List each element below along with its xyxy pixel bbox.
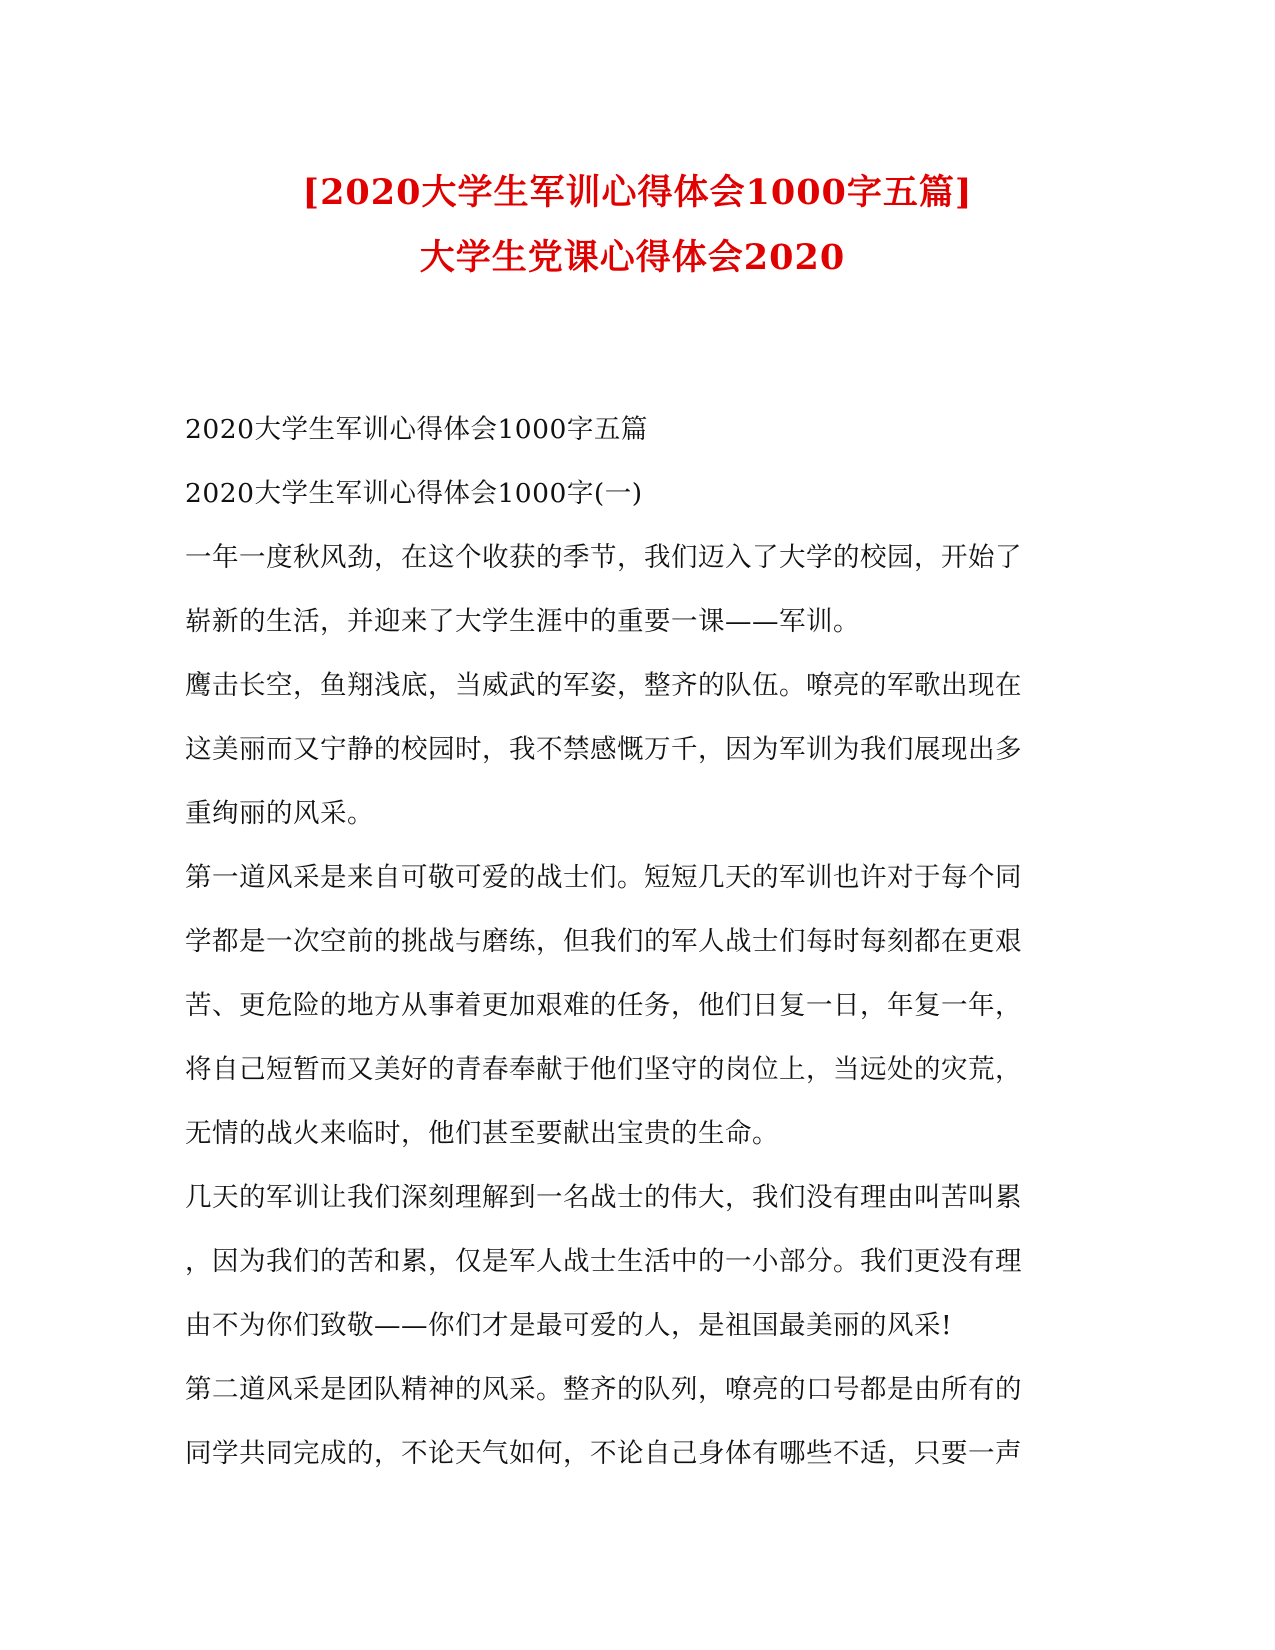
- body-line: 几天的军训让我们深刻理解到一名战士的伟大，我们没有理由叫苦叫累: [185, 1182, 1022, 1213]
- subsection-heading: 2020大学生军训心得体会1000字(一): [185, 478, 643, 509]
- body-line: 崭新的生活，并迎来了大学生涯中的重要一课——军训。: [185, 606, 860, 637]
- title-line-1: [2020大学生军训心得体会1000字五篇]: [302, 172, 973, 213]
- body-line: 同学共同完成的，不论天气如何，不论自己身体有哪些不适，只要一声: [185, 1438, 1022, 1469]
- body-line: 由不为你们致敬——你们才是最可爱的人，是祖国最美丽的风采!: [185, 1310, 953, 1341]
- title-line-2: 大学生党课心得体会2020: [419, 237, 846, 278]
- body-line: 鹰击长空，鱼翔浅底，当威武的军姿，整齐的队伍。嘹亮的军歌出现在: [185, 670, 1022, 701]
- document-title: [0, 160, 1275, 290]
- body-line: 无情的战火来临时，他们甚至要献出宝贵的生命。: [185, 1118, 779, 1149]
- section-heading: 2020大学生军训心得体会1000字五篇: [185, 414, 648, 445]
- body-line: 第一道风采是来自可敬可爱的战士们。短短几天的军训也许对于每个同: [185, 862, 1022, 893]
- body-line: 一年一度秋风劲，在这个收获的季节，我们迈入了大学的校园，开始了: [185, 542, 1022, 573]
- document-body: [185, 398, 1085, 1486]
- body-line: 苦、更危险的地方从事着更加艰难的任务，他们日复一日，年复一年，: [185, 990, 1022, 1021]
- body-line: 这美丽而又宁静的校园时，我不禁感慨万千，因为军训为我们展现出多: [185, 734, 1022, 765]
- body-line: 重绚丽的风采。: [185, 798, 374, 829]
- body-line: ，因为我们的苦和累，仅是军人战士生活中的一小部分。我们更没有理: [185, 1246, 1022, 1277]
- body-line: 学都是一次空前的挑战与磨练，但我们的军人战士们每时每刻都在更艰: [185, 926, 1022, 957]
- body-line: 将自己短暂而又美好的青春奉献于他们坚守的岗位上，当远处的灾荒，: [185, 1054, 1022, 1085]
- body-line: 第二道风采是团队精神的风采。整齐的队列，嘹亮的口号都是由所有的: [185, 1374, 1022, 1405]
